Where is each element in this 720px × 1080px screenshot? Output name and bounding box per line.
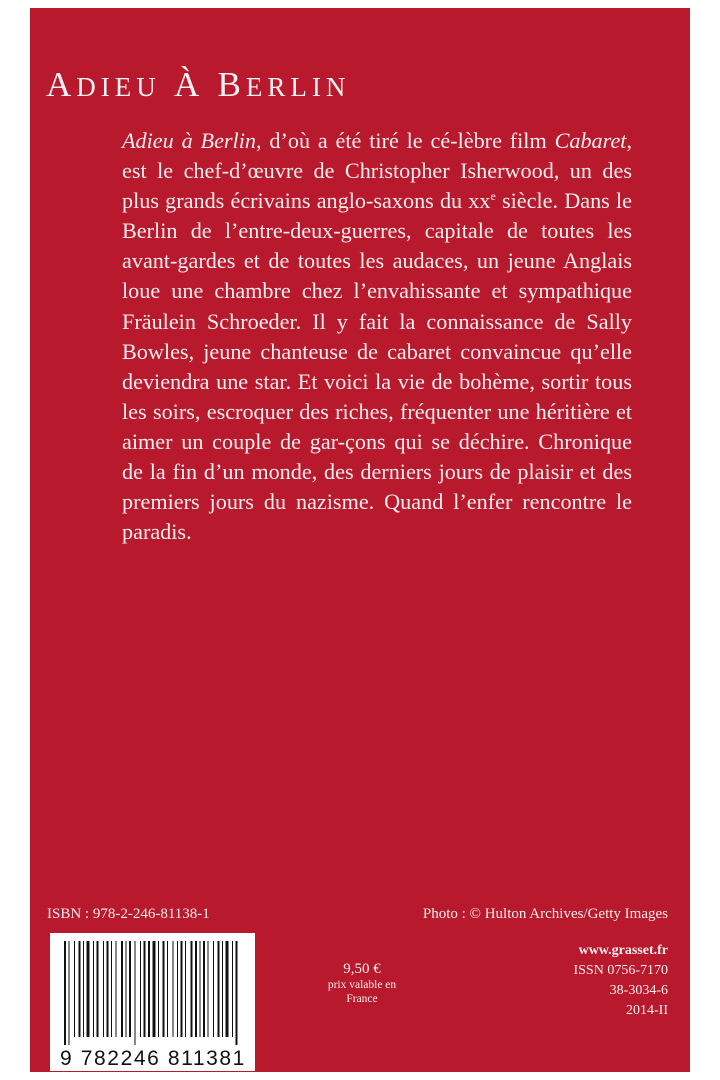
barcode-bar: [236, 941, 238, 1045]
barcode-bar: [222, 941, 223, 1037]
blurb-text: siècle. Dans le Berlin de l’entre-deux-guerres, capitale de toutes les avant-gardes et de toutes les audaces, un jeune Anglais loue une chambre chez l’envahissante et sympathique Fräulein Schroeder. Il y fait la connaissance de Sally Bowles, jeune chanteuse de cabaret convaincue qu’elle deviendra une star. Et voici la vie de bohème, sortir tous les soirs, escroquer des riches, fréquenter une héritière et aimer un couple de gar-çons qui se déchire. Chronique de la fin d’un monde, des derniers jours de plaisir et des premiers jours du nazisme. Quand l’enfer rencontre le paradis.: [122, 188, 632, 545]
barcode-digits: 9 782246 811381: [60, 1047, 246, 1070]
blurb-film-title: Cabaret: [554, 128, 627, 153]
price: 9,50 €: [343, 961, 381, 977]
blurb-text: , est le chef-d’œuvre de Christopher Isherwood, un des plus grands écrivains anglo-saxons du xx: [122, 128, 633, 214]
barcode-bar: [116, 941, 117, 1037]
blurb-title: Adieu à Berlin: [122, 128, 256, 153]
issn: ISSN 0756-7170: [573, 963, 668, 978]
barcode-bar: [148, 941, 150, 1037]
barcode-bar: [203, 941, 205, 1037]
book-title: [46, 65, 350, 105]
barcode-bar: [226, 941, 229, 1037]
barcode-bar: [181, 941, 183, 1037]
barcode-bar: [97, 941, 99, 1037]
title-letter: A: [46, 65, 77, 104]
barcode-bar: [79, 941, 81, 1037]
product-code: 38-3034-6: [609, 983, 668, 998]
photo-credit: Photo : © Hulton Archives/Getty Images: [422, 906, 668, 922]
barcode-bar: [87, 941, 90, 1037]
barcode-bar: [83, 941, 84, 1037]
title-word: À: [174, 65, 205, 104]
barcode-bar: [74, 941, 75, 1037]
title-letter: B: [217, 65, 246, 104]
barcode-bar: [173, 941, 174, 1037]
barcode-bar: [200, 941, 201, 1037]
barcode-bar: [185, 941, 186, 1037]
blurb-superscript: e: [490, 189, 496, 204]
barcode-image: [50, 933, 255, 1071]
barcode-bar: [167, 941, 168, 1037]
price-note: prix valable en: [327, 979, 397, 991]
barcode-bar: [191, 941, 193, 1037]
barcode-bar: [93, 941, 94, 1037]
barcode-bar: [144, 941, 146, 1037]
barcode-bar: [64, 941, 66, 1045]
barcode-bar: [135, 941, 136, 1045]
barcode-bar: [69, 941, 70, 1045]
barcode-bar: [218, 941, 220, 1037]
blurb-text: , d’où a été tiré le cé-lèbre film: [255, 128, 555, 153]
price-block: [302, 961, 422, 1006]
barcode-bar: [121, 941, 123, 1037]
barcode-bar: [213, 941, 214, 1037]
barcode-bar: [195, 941, 197, 1037]
barcode-bar: [163, 941, 165, 1037]
barcode-bar: [140, 941, 141, 1037]
barcode-bar: [111, 941, 112, 1037]
publisher-info: [573, 941, 668, 1021]
barcode-bar: [208, 941, 209, 1037]
isbn: ISBN : 978-2-246-81138-1: [47, 906, 210, 922]
title-word: DIEU: [76, 72, 161, 102]
title-word: ERLIN: [245, 72, 351, 102]
barcode-bar: [232, 941, 233, 1037]
barcode-bar: [103, 941, 104, 1037]
back-cover: [30, 8, 690, 1072]
price-note-country: France: [346, 993, 378, 1005]
barcode-bar: [153, 941, 156, 1037]
barcode-bar: [158, 941, 159, 1037]
publisher-website: www.grasset.fr: [578, 943, 668, 958]
barcode-bar: [126, 941, 127, 1037]
barcode-bar: [129, 941, 131, 1037]
book-blurb: [122, 126, 632, 547]
barcode: [50, 933, 255, 1071]
barcode-bar: [177, 941, 178, 1037]
barcode-bar: [107, 941, 109, 1037]
edition-code: 2014-II: [626, 1003, 668, 1018]
